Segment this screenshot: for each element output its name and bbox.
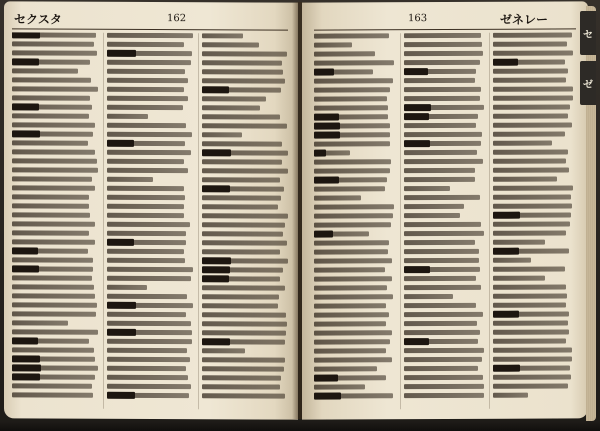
- text-line: [404, 357, 483, 362]
- text-line: [493, 248, 569, 253]
- text-line: [202, 186, 284, 191]
- open-dictionary: [4, 2, 596, 427]
- text-line: [314, 150, 350, 155]
- text-line: [107, 357, 190, 362]
- text-line: [202, 33, 243, 38]
- text-line: [202, 132, 242, 137]
- text-line: [107, 168, 188, 173]
- text-line: [314, 249, 388, 254]
- left-running-head: セクスタ: [14, 12, 62, 27]
- text-line: [12, 302, 97, 307]
- text-line: [314, 213, 393, 218]
- text-line: [404, 114, 478, 119]
- text-line: [314, 285, 387, 290]
- text-line: [107, 123, 186, 128]
- text-line: [314, 186, 385, 191]
- right-text-columns: [314, 32, 574, 409]
- text-line: [404, 276, 476, 281]
- right-header-rule: [314, 28, 576, 30]
- text-line: [493, 77, 566, 82]
- text-line: [107, 330, 192, 335]
- text-line: [202, 240, 287, 245]
- text-line: [202, 267, 283, 272]
- text-line: [107, 114, 148, 119]
- text-line: [314, 348, 386, 353]
- text-line: [314, 123, 390, 128]
- text-line: [493, 258, 531, 263]
- text-line: [107, 294, 187, 299]
- text-line: [202, 204, 278, 209]
- text-line: [107, 240, 186, 245]
- text-line: [12, 86, 98, 91]
- text-line: [12, 266, 93, 271]
- text-line: [107, 177, 153, 182]
- text-line: [202, 222, 285, 227]
- text-line: [493, 141, 552, 146]
- text-line: [107, 105, 183, 110]
- text-line: [202, 168, 288, 173]
- text-line: [493, 122, 571, 127]
- text-line: [107, 159, 184, 164]
- text-line: [107, 312, 186, 317]
- text-line: [107, 204, 184, 209]
- text-line: [202, 258, 288, 263]
- text-line: [107, 348, 187, 353]
- text-line: [202, 393, 285, 398]
- text-line: [314, 69, 373, 74]
- text-line: [107, 96, 188, 101]
- text-line: [12, 212, 90, 217]
- text-line: [12, 167, 98, 172]
- text-line: [12, 158, 97, 163]
- text-line: [404, 384, 484, 389]
- text-line: [12, 284, 94, 289]
- text-line: [493, 365, 570, 370]
- text-line: [12, 347, 94, 352]
- text-line: [404, 249, 479, 254]
- text-line: [12, 113, 89, 118]
- text-line: [314, 258, 392, 263]
- text-line: [107, 393, 189, 398]
- right-column-1: [314, 33, 395, 409]
- text-line: [202, 114, 280, 119]
- text-line: [493, 50, 572, 55]
- text-line: [202, 312, 286, 317]
- text-line: [404, 168, 475, 173]
- text-line: [314, 51, 375, 56]
- text-line: [202, 321, 287, 326]
- text-line: [493, 86, 572, 91]
- text-line: [12, 239, 95, 244]
- text-line: [107, 231, 186, 236]
- text-line: [404, 240, 475, 245]
- text-line: [493, 131, 565, 136]
- text-line: [12, 50, 97, 55]
- text-line: [107, 195, 185, 200]
- text-line: [404, 51, 483, 56]
- text-line: [493, 41, 566, 46]
- text-line: [314, 42, 352, 47]
- text-line: [202, 231, 283, 236]
- text-line: [107, 375, 188, 380]
- text-line: [493, 113, 567, 118]
- text-line: [404, 330, 481, 335]
- text-line: [202, 96, 266, 101]
- text-line: [493, 212, 570, 217]
- text-line: [202, 357, 285, 362]
- text-line: [404, 393, 484, 398]
- text-line: [202, 105, 260, 110]
- text-line: [314, 141, 390, 146]
- text-line: [493, 393, 527, 398]
- text-line: [202, 384, 280, 389]
- text-line: [493, 329, 569, 334]
- text-line: [404, 321, 477, 326]
- text-line: [12, 248, 88, 253]
- text-line: [314, 168, 390, 173]
- text-line: [493, 167, 569, 172]
- text-line: [107, 222, 190, 227]
- text-line: [107, 42, 184, 47]
- text-line: [493, 347, 572, 352]
- text-line: [202, 366, 284, 371]
- text-line: [493, 194, 571, 199]
- text-line: [314, 78, 393, 83]
- text-line: [107, 285, 147, 290]
- text-line: [404, 375, 484, 380]
- text-line: [404, 348, 484, 353]
- text-line: [107, 213, 184, 218]
- text-line: [404, 42, 482, 47]
- text-line: [12, 122, 95, 127]
- text-line: [12, 77, 91, 82]
- text-line: [404, 366, 478, 371]
- text-line: [404, 213, 461, 218]
- text-line: [107, 249, 184, 254]
- text-line: [12, 104, 92, 109]
- text-line: [12, 293, 95, 298]
- right-page: [302, 1, 588, 419]
- thumb-index-tab: ゼ: [580, 61, 596, 105]
- text-line: [12, 383, 92, 388]
- text-line: [107, 303, 193, 308]
- text-line: [202, 303, 278, 308]
- text-line: [314, 87, 390, 92]
- text-line: [12, 392, 93, 397]
- table-shadow: [0, 421, 600, 431]
- text-line: [12, 59, 90, 64]
- text-line: [12, 68, 78, 73]
- text-line: [404, 339, 478, 344]
- text-line: [404, 159, 483, 164]
- text-line: [107, 276, 191, 281]
- text-line: [404, 303, 476, 308]
- text-line: [12, 356, 95, 361]
- text-line: [404, 96, 480, 101]
- text-line: [493, 203, 572, 208]
- text-line: [107, 258, 185, 263]
- right-column-3: [489, 32, 574, 408]
- text-line: [493, 185, 573, 190]
- text-line: [314, 222, 391, 227]
- text-line: [314, 294, 393, 299]
- text-line: [202, 141, 282, 146]
- text-line: [493, 302, 566, 307]
- left-header-rule: [12, 28, 288, 30]
- text-line: [107, 33, 193, 38]
- text-line: [12, 320, 68, 325]
- text-line: [314, 375, 386, 380]
- text-line: [404, 150, 477, 155]
- text-line: [202, 60, 282, 65]
- text-line: [202, 249, 280, 254]
- text-line: [107, 267, 193, 272]
- text-line: [404, 285, 482, 290]
- text-line: [493, 383, 567, 388]
- text-line: [404, 222, 481, 227]
- text-line: [202, 42, 259, 47]
- text-line: [404, 141, 482, 146]
- text-line: [493, 32, 572, 37]
- text-line: [107, 186, 184, 191]
- text-line: [107, 87, 184, 92]
- text-line: [12, 257, 93, 262]
- text-line: [107, 132, 192, 137]
- text-line: [404, 123, 476, 128]
- text-line: [107, 339, 192, 344]
- text-line: [404, 231, 484, 236]
- text-line: [493, 240, 545, 245]
- text-line: [314, 231, 369, 236]
- text-line: [202, 123, 287, 128]
- text-line: [404, 105, 484, 110]
- text-line: [404, 132, 483, 137]
- text-line: [12, 140, 88, 145]
- text-line: [12, 230, 89, 235]
- text-line: [404, 69, 476, 74]
- text-line: [314, 195, 361, 200]
- text-line: [493, 95, 572, 100]
- text-line: [202, 339, 285, 344]
- text-line: [202, 177, 280, 182]
- text-line: [107, 321, 191, 326]
- text-line: [314, 321, 386, 326]
- text-line: [12, 311, 96, 316]
- text-line: [202, 195, 281, 200]
- left-page: [4, 1, 298, 419]
- text-line: [493, 374, 570, 379]
- text-line: [314, 240, 389, 245]
- text-line: [107, 384, 191, 389]
- text-line: [12, 338, 89, 343]
- text-line: [12, 131, 93, 136]
- text-line: [107, 150, 191, 155]
- text-line: [404, 186, 451, 191]
- text-line: [202, 285, 285, 290]
- text-line: [107, 60, 191, 65]
- text-line: [107, 141, 185, 146]
- text-line: [493, 338, 566, 343]
- text-line: [12, 95, 90, 100]
- text-line: [493, 311, 568, 316]
- text-line: [314, 159, 391, 164]
- text-line: [404, 312, 484, 317]
- text-line: [493, 356, 572, 361]
- text-line: [404, 87, 482, 92]
- text-line: [12, 374, 95, 379]
- text-line: [404, 294, 454, 299]
- text-line: [493, 230, 565, 235]
- left-column-1: [12, 32, 98, 408]
- text-line: [493, 266, 565, 271]
- text-line: [404, 78, 475, 83]
- text-line: [493, 276, 545, 281]
- text-line: [404, 60, 480, 65]
- text-line: [493, 320, 568, 325]
- text-line: [107, 69, 185, 74]
- text-line: [314, 303, 386, 308]
- text-line: [314, 357, 392, 362]
- text-line: [202, 51, 287, 56]
- text-line: [202, 294, 279, 299]
- left-column-3: [198, 33, 288, 409]
- text-line: [314, 177, 387, 182]
- text-line: [404, 33, 481, 38]
- text-line: [107, 51, 192, 56]
- text-line: [493, 68, 568, 73]
- text-line: [202, 87, 281, 92]
- text-line: [12, 203, 89, 208]
- text-line: [404, 177, 476, 182]
- text-line: [314, 204, 394, 209]
- text-line: [404, 267, 480, 272]
- text-line: [12, 41, 94, 46]
- text-line: [314, 312, 389, 317]
- text-line: [314, 330, 392, 335]
- text-line: [12, 149, 95, 154]
- text-line: [493, 59, 565, 64]
- text-line: [202, 150, 288, 155]
- text-line: [12, 185, 95, 190]
- page-edges: [583, 6, 596, 421]
- text-line: [404, 195, 481, 200]
- text-line: [314, 276, 392, 281]
- text-line: [12, 275, 92, 280]
- text-line: [314, 114, 388, 119]
- text-line: [107, 366, 186, 371]
- text-line: [314, 132, 390, 137]
- text-line: [314, 33, 389, 38]
- text-line: [493, 293, 566, 298]
- text-line: [107, 78, 188, 83]
- text-line: [314, 60, 394, 65]
- left-text-columns: [12, 32, 288, 409]
- text-line: [12, 221, 95, 226]
- text-line: [493, 158, 565, 163]
- text-line: [493, 284, 566, 289]
- text-line: [202, 330, 286, 335]
- right-column-2: [400, 33, 485, 409]
- text-line: [314, 105, 388, 110]
- text-line: [493, 177, 557, 182]
- text-line: [314, 96, 387, 101]
- text-line: [314, 339, 390, 344]
- left-column-2: [103, 33, 193, 409]
- text-line: [404, 258, 479, 263]
- text-line: [202, 213, 288, 218]
- text-line: [202, 276, 280, 281]
- text-line: [12, 176, 92, 181]
- text-line: [202, 78, 285, 83]
- text-line: [12, 329, 98, 334]
- thumb-index-tab: セ: [580, 11, 596, 55]
- text-line: [493, 149, 568, 154]
- text-line: [493, 104, 569, 109]
- text-line: [314, 384, 365, 389]
- right-page-number: 163: [408, 13, 428, 25]
- text-line: [314, 366, 377, 371]
- text-line: [202, 375, 281, 380]
- text-line: [12, 365, 98, 370]
- right-running-head: ゼネレー: [500, 12, 549, 27]
- text-line: [404, 204, 465, 209]
- text-line: [12, 32, 96, 37]
- text-line: [202, 159, 282, 164]
- text-line: [202, 69, 283, 74]
- text-line: [493, 221, 570, 226]
- text-line: [314, 393, 393, 398]
- text-line: [12, 194, 89, 199]
- text-line: [314, 267, 385, 272]
- left-page-number: 162: [167, 13, 187, 25]
- text-line: [202, 348, 245, 353]
